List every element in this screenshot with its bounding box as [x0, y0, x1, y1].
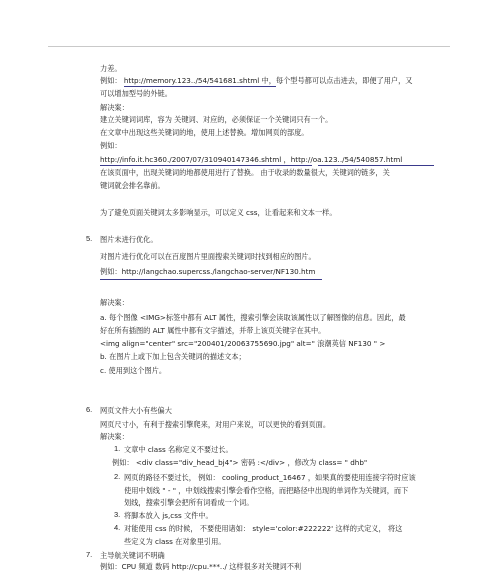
text-line: 对能使用 css 的时候， 不要使用诸如： style='color:#222222' 这样的式定义， 将这 [124, 524, 403, 533]
text-line: 网页的路径不要过长， 例如： cooling_product_16467 ，如果真的要使用连接字符时应该 [124, 473, 416, 482]
text-line: 建立关键词词库，容为 关键词、对应的，必须保证一个关键词只有一个。 [100, 115, 333, 124]
text-line: c. 使用到这个图片。 [100, 366, 167, 375]
text-line: b. 在图片上或下加上包含关键词的描述文本； [100, 352, 246, 361]
list-number: 3. [114, 510, 121, 519]
text-line: 例如：http://langchao.supercss./langchao-server/NF130.htm [100, 267, 316, 276]
text-line: 为了避免页面关键词太多影响显示，可以定义 css，让看起来和文本一样。 [100, 208, 337, 217]
section-heading: 图片未进行优化。 [100, 235, 158, 244]
list-number: 7. [86, 550, 93, 559]
text-line: 解决案： [100, 432, 129, 441]
text-line: http://info.it.hc360./2007/07/310940147346.shtml ，http://oa.123../54/540857.html [100, 155, 403, 164]
text-line: 例如：CPU 频道 数码 http://cpu.***../ 这样很多对关键词不利 [100, 562, 302, 571]
header-rule [48, 46, 450, 47]
text-line: 例如： [100, 141, 122, 150]
text-line: 在文章中出现这些关键词的地，使用上述替换。增加网页的部度。 [100, 128, 309, 137]
text-line: 网页尺寸小，有利于搜索引擎爬来，对用户来说，可以更快的看到页面。 [100, 420, 331, 429]
list-number: 2. [114, 472, 121, 481]
section-heading: 主导航关键词不明确 [100, 551, 165, 560]
text-line: 好在所有插图的 ALT 属性中都有文字描述，并带上该页关键字在其中。 [100, 326, 326, 335]
text-line: 可以增加型号的外链。 [100, 89, 172, 98]
text-line: 将脚本放入 js,css 文件中。 [124, 511, 213, 520]
link-underline [124, 86, 276, 87]
text-line: 文章中 class 名称定义不要过长。 [124, 445, 233, 454]
text-line: 解决案： [100, 103, 129, 112]
text-line: 例如： http://memory.123../54/541681.shtml 中，每个型号都可以点击进去，即便了用户，又 [100, 76, 413, 85]
text-line: 划线，搜索引擎会把所有词看成一个词。 [124, 498, 254, 507]
list-number: 5. [86, 234, 93, 243]
text-line: 在该页面中，出现关键词的地都使用进行了替换。 由于收录的数量很大，关键词的链多，关 [100, 168, 390, 177]
list-number: 4. [114, 523, 121, 532]
text-line: a. 每个图像 <IMG>标签中都有 ALT 属性，搜索引擎会读取该属性以了解图像的信息。因此，最 [100, 313, 406, 322]
text-line: 例如： <div class="div_head_bj4"> 密码 :</div> ，修改为 class= " dhb" [112, 458, 368, 467]
text-line: <img align="center" src="200401/20063755690.jpg" alt=" 浪潮英信 NF130 " > [100, 339, 386, 348]
text-line: 对图片进行优化可以在百度图片里面搜索关键词时找到相应的图片。 [100, 252, 316, 261]
text-line: 些定义为 class 在对象里引用。 [124, 537, 226, 546]
link-underline [100, 279, 322, 280]
text-line: 使用中划线 " - " ，中划线搜索引擎会看作空格，而把路径中出现的单词作为关键词，而下 [124, 486, 409, 495]
section-heading: 网页文件大小有些偏大 [100, 406, 172, 415]
text-line: 解决案： [100, 298, 129, 307]
list-number: 6. [86, 405, 93, 414]
link-underline [318, 165, 434, 166]
link-underline [100, 165, 312, 166]
text-line: 力差。 [100, 64, 122, 73]
list-number: 1. [114, 444, 121, 453]
text-line: 键词就会排名靠前。 [100, 181, 165, 190]
